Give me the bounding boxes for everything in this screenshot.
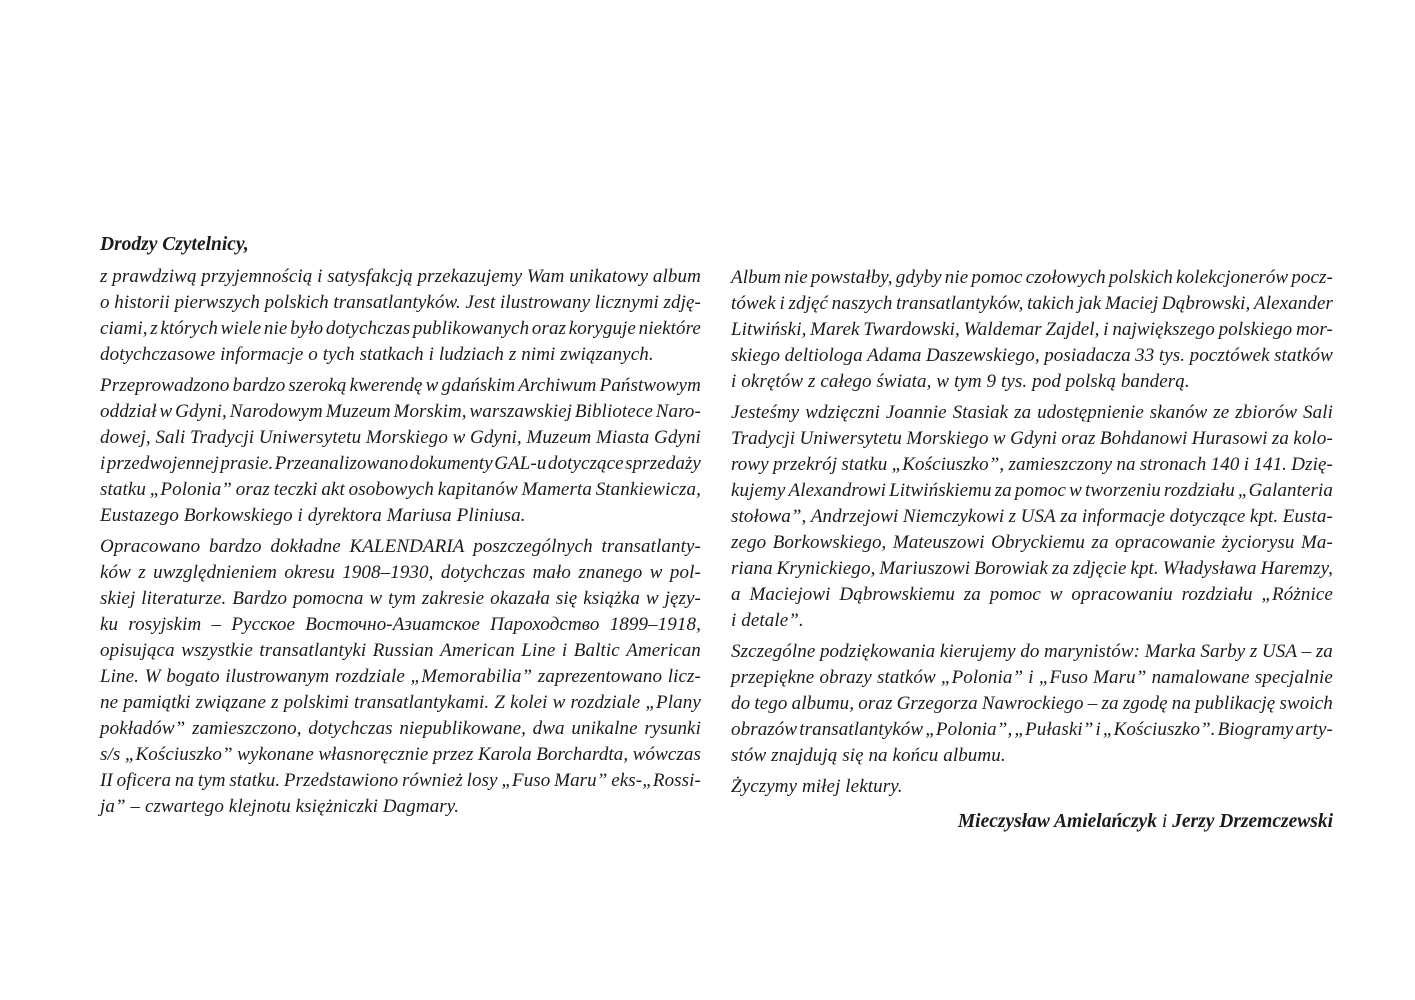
text-line: ków z uwzględnieniem okresu 1908–1930, dotychczas mało znanego w pol- [100, 562, 701, 583]
text-line: statku „Polonia” oraz teczki akt osobowych kapitanów Mamerta Stankiewicza, [100, 479, 701, 500]
text-line: Eustazego Borkowskiego i dyrektora Mariusa Pliniusa. [100, 505, 526, 526]
text-line: Szczególne podziękowania kierujemy do marynistów: Marka Sarby z USA – za [731, 641, 1333, 662]
text-line: i detale”. [731, 610, 804, 631]
left-column-paragraphs [100, 264, 701, 820]
text-line: stołowa”, Andrzejowi Niemczykowi z USA za informacje dotyczące kpt. Eusta- [731, 506, 1333, 527]
paragraph [100, 373, 701, 529]
text-line: do tego albumu, oraz Grzegorza Nawrockiego – za zgodę na publikację swoich [731, 693, 1333, 714]
paragraph [100, 534, 701, 820]
text-line: dotychczasowe informacje o tych statkach i ludziach z nimi związanych. [100, 344, 654, 365]
text-line: Przeprowadzono bardzo szeroką kwerendę w gdańskim Archiwum Państwowym [100, 375, 701, 396]
author-name: Mieczysław Amielańczyk [957, 811, 1157, 832]
right-column [731, 265, 1333, 835]
text-line: ciami, z których wiele nie było dotychczas publikowanych oraz koryguje niektóre [100, 318, 701, 339]
text-line: pokładów” zamieszczono, dotychczas niepublikowane, dwa unikalne rysunki [100, 718, 701, 739]
text-line: Line. W bogato ilustrowanym rozdziale „Memorabilia” zaprezentowano licz- [100, 666, 701, 687]
text-line: ja” – czwartego klejnotu księżniczki Dagmary. [100, 796, 460, 817]
author-name: Jerzy Drzemczewski [1172, 811, 1333, 832]
text-line: ku rosyjskim – Русское Восточно-Азиатское Пароходство 1899–1918, [100, 614, 701, 635]
paragraph [731, 639, 1333, 769]
text-line: i przedwojennej prasie. Przeanalizowano dokumenty GAL-u dotyczące sprzedaży [100, 453, 701, 474]
text-line: zego Borkowskiego, Mateuszowi Obryckiemu za opracowanie życiorysu Ma- [731, 532, 1333, 553]
text-line: opisująca wszystkie transatlantyki Russian American Line i Baltic American [100, 640, 701, 661]
text-line: przepiękne obrazy statków „Polonia” i „Fuso Maru” namalowane specjalnie [731, 667, 1333, 688]
text-line: stów znajdują się na końcu albumu. [731, 745, 1006, 766]
text-line: ne pamiątki związane z polskimi transatlantykami. Z kolei w rozdziale „Plany [100, 692, 701, 713]
left-column [100, 232, 701, 825]
text-line: obrazów transatlantyków „Polonia”, „Pułaski” i „Kościuszko”. Biogramy arty- [731, 719, 1333, 740]
paragraph [100, 264, 701, 368]
text-line: Opracowano bardzo dokładne KALENDARIA poszczególnych transatlanty- [100, 536, 701, 557]
paragraph [731, 400, 1333, 634]
text-line: Życzymy miłej lektury. [731, 776, 903, 797]
text-line: Tradycji Uniwersytetu Morskiego w Gdyni oraz Bohdanowi Hurasowi za kolo- [731, 428, 1333, 449]
text-line: s/s „Kościuszko” wykonane własnoręcznie przez Karola Borchardta, wówczas [100, 744, 701, 765]
right-column-paragraphs [731, 265, 1333, 800]
text-line: II oficera na tym statku. Przedstawiono również losy „Fuso Maru” eks-„Rossi- [100, 770, 701, 791]
text-line: skiego deltiologa Adama Daszewskiego, posiadacza 33 tys. pocztówek statków [731, 345, 1333, 366]
text-line: Litwiński, Marek Twardowski, Waldemar Zajdel, i największego polskiego mor- [731, 319, 1333, 340]
text-line: a Maciejowi Dąbrowskiemu za pomoc w opracowaniu rozdziału „Różnice [731, 584, 1333, 605]
text-line: Album nie powstałby, gdyby nie pomoc czołowych polskich kolekcjonerów pocz- [731, 267, 1333, 288]
text-line: tówek i zdjęć naszych transatlantyków, takich jak Maciej Dąbrowski, Alexander [731, 293, 1333, 314]
signature-line [731, 809, 1333, 835]
text-line: riana Krynickiego, Mariuszowi Borowiak za zdjęcie kpt. Władysława Haremzy, [731, 558, 1333, 579]
text-line: z prawdziwą przyjemnością i satysfakcją przekazujemy Wam unikatowy album [100, 266, 701, 287]
signature-conjunction: i [1156, 811, 1173, 832]
paragraph [731, 265, 1333, 395]
text-line: rowy przekrój statku „Kościuszko”, zamieszczony na stronach 140 i 141. Dzię- [731, 454, 1333, 475]
text-line: kujemy Alexandrowi Litwińskiemu za pomoc w tworzeniu rozdziału „Galanteria [731, 480, 1333, 501]
text-line: Jesteśmy wdzięczni Joannie Stasiak za udostępnienie skanów ze zbiorów Sali [731, 402, 1333, 423]
text-line: dowej, Sali Tradycji Uniwersytetu Morskiego w Gdyni, Muzeum Miasta Gdyni [100, 427, 701, 448]
paragraph [731, 774, 1333, 800]
text-line: oddział w Gdyni, Narodowym Muzeum Morskim, warszawskiej Bibliotece Naro- [100, 401, 701, 422]
page-heading: Drodzy Czytelnicy, [100, 234, 249, 255]
text-line: i okrętów z całego świata, w tym 9 tys. pod polską banderą. [731, 371, 1190, 392]
text-line: o historii pierwszych polskich transatlantyków. Jest ilustrowany licznymi zdję- [100, 292, 701, 313]
text-line: skiej literaturze. Bardzo pomocna w tym zakresie okazała się książka w języ- [100, 588, 701, 609]
